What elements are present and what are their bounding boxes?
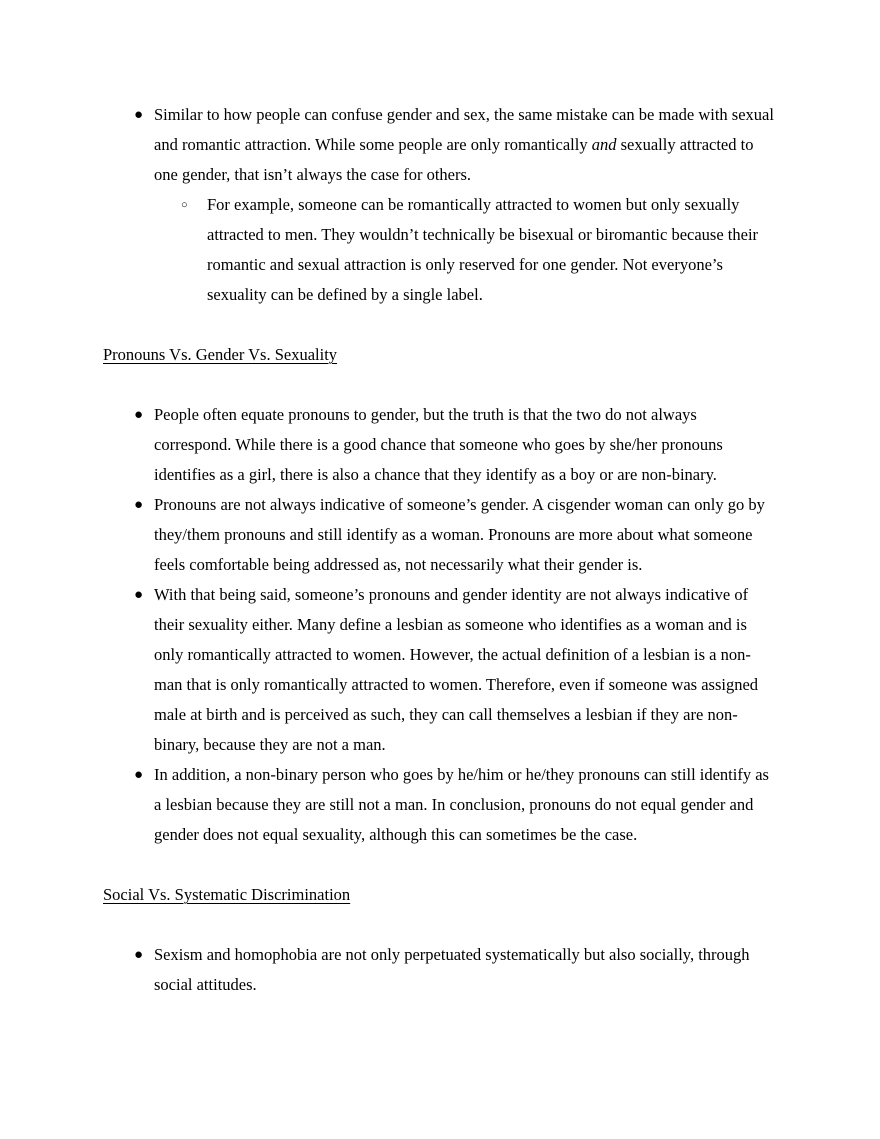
bullet-marker-filled-icon: ● [134, 497, 144, 513]
paragraph-example: For example, someone can be romantically attracted to women but only sexually attracted to men. They wouldn’t technically be bisexual or biromantic because their romantic and sexual attraction is only reserved for one gender. Not everyone’s sexuality can be defined by a single label. [207, 195, 759, 304]
paragraph-equate-pronouns: People often equate pronouns to gender, but the truth is that the two do not always correspond. While there is a good chance that someone who goes by she/her pronouns identifies as a girl, there is also a chance that they identify as a boy or are non-binary. [154, 405, 723, 484]
spacer-after-heading-discrimination [103, 910, 777, 940]
list-item-sexism-homophobia [103, 940, 777, 1000]
paragraph-attraction [154, 100, 777, 190]
bullet-marker-filled-icon: ● [134, 767, 144, 783]
paragraph-not-indicative: Pronouns are not always indicative of someone’s gender. A cisgender woman can only go by they/them pronouns and still identify as a woman. Pronouns are more about what someone feels comfortable being addressed as, not necessarily what their gender is. [154, 495, 765, 574]
bullet-list-attraction [103, 100, 777, 310]
section-heading-pronouns [103, 340, 777, 370]
spacer-after-attraction [103, 310, 777, 340]
paragraph-in-addition: In addition, a non-binary person who goes by he/him or he/they pronouns can still identify as a lesbian because they are still not a man. In conclusion, pronouns do not equal gender and gender does not equal sexuality, although this can sometimes be the case. [154, 765, 769, 844]
list-item-example [154, 190, 777, 310]
bullet-marker-filled-icon: ● [134, 947, 144, 963]
paragraph-lesbian-definition: With that being said, someone’s pronouns and gender identity are not always indicative of their sexuality either. Many define a lesbian as someone who identifies as a woman and is only romantically attracted to women. However, the actual definition of a lesbian is a non-man that is only romantically attracted to women. Therefore, even if someone was assigned male at birth and is perceived as such, they can call themselves a lesbian if they are non-binary, because they are not a man. [154, 585, 759, 754]
bullet-list-pronouns [103, 400, 777, 850]
bullet-marker-filled-icon: ● [134, 587, 144, 603]
section-heading-discrimination [103, 880, 777, 910]
list-item-attraction [103, 100, 777, 310]
emphasis-and: and [591, 135, 617, 154]
paragraph-sexism-homophobia: Sexism and homophobia are not only perpetuated systematically but also socially, through social attitudes. [154, 945, 750, 994]
paragraph-attraction-part2: sexually attracted to one gender, that isn’t always the case for others. [154, 135, 754, 184]
section-heading-pronouns-text: Pronouns Vs. Gender Vs. Sexuality [103, 345, 338, 364]
paragraph-attraction-part1: Similar to how people can confuse gender and sex, the same mistake can be made with sexual and romantic attraction. While some people are only romantically [154, 105, 774, 154]
spacer-after-pronouns-list [103, 850, 777, 880]
document-content [103, 100, 777, 1000]
list-item-lesbian-definition [103, 580, 777, 760]
bullet-list-discrimination [103, 940, 777, 1000]
list-item-not-indicative [103, 490, 777, 580]
bullet-marker-filled-icon: ● [134, 107, 144, 123]
section-heading-discrimination-text: Social Vs. Systematic Discrimination [103, 885, 351, 904]
bullet-marker-filled-icon: ● [134, 407, 144, 423]
list-item-in-addition [103, 760, 777, 850]
spacer-after-heading-pronouns [103, 370, 777, 400]
bullet-marker-hollow-icon: ○ [181, 199, 188, 211]
sub-bullet-list-example [154, 190, 777, 310]
list-item-equate-pronouns [103, 400, 777, 490]
